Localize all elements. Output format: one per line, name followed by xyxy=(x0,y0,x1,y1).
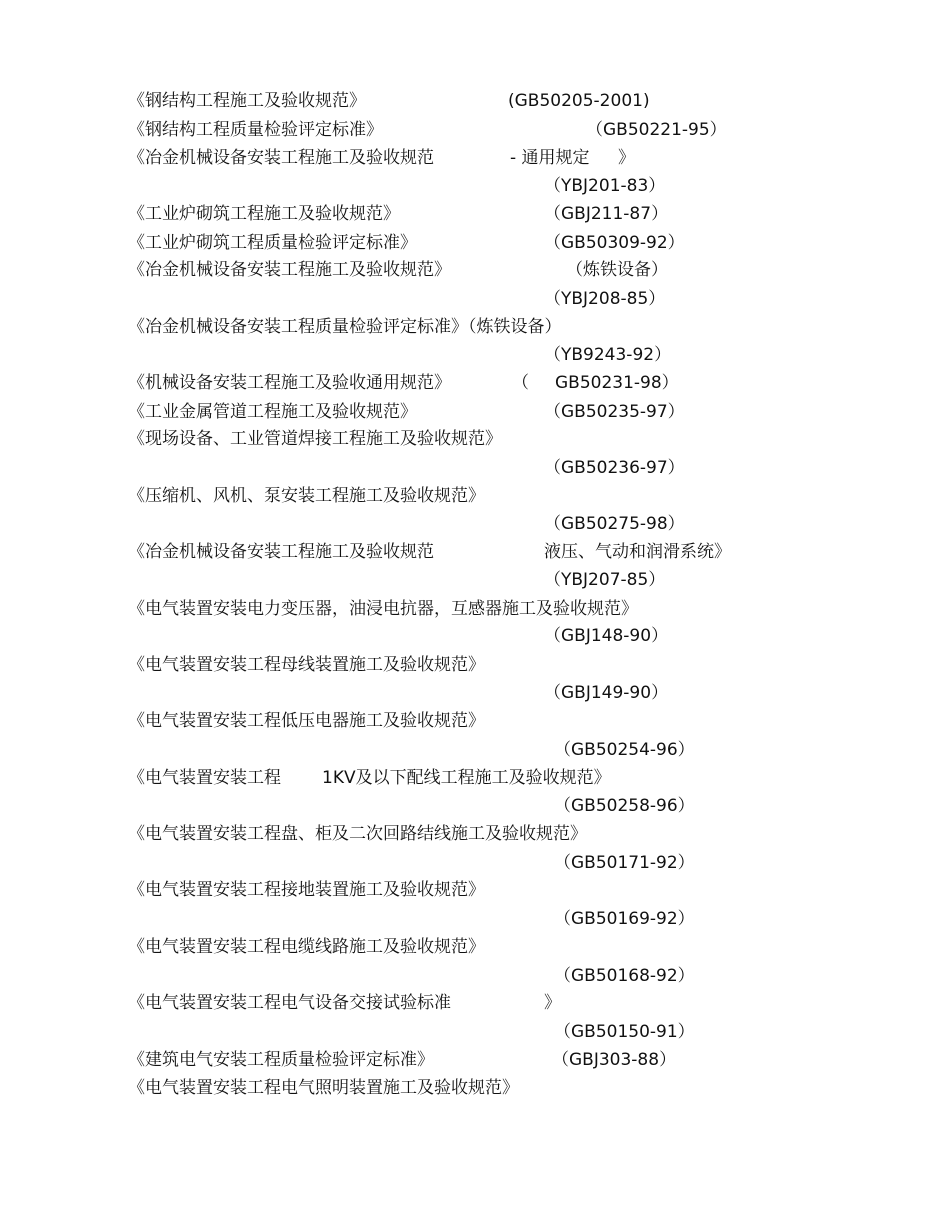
standard-line xyxy=(0,229,950,257)
standard-title: 《压缩机、风机、泵安装工程施工及验收规范》 xyxy=(128,486,485,506)
standard-title: 《钢结构工程质量检验评定标准》 xyxy=(128,120,383,140)
standard-line xyxy=(0,398,950,426)
standard-title: 《冶金机械设备安装工程施工及验收规范 xyxy=(128,148,434,168)
standard-title: 《冶金机械设备安装工程施工及验收规范》 xyxy=(128,260,451,280)
standard-line xyxy=(0,144,950,172)
standard-title: 《电气装置安装工程低压电器施工及验收规范》 xyxy=(128,711,485,731)
standard-code-line xyxy=(0,679,950,707)
standard-line xyxy=(0,764,950,792)
standard-code: GB50231-98） xyxy=(555,373,679,393)
standard-subtitle: - 通用规定 xyxy=(510,148,590,168)
standard-title: 《电气装置安装工程电气照明装置施工及验收规范》 xyxy=(128,1078,519,1098)
standard-title: 《电气装置安装工程电气设备交接试验标准 xyxy=(128,993,451,1013)
standard-line xyxy=(0,313,950,341)
standard-code: （GB50309-92） xyxy=(544,233,685,253)
standard-line xyxy=(0,707,950,735)
standard-title: 《电气装置安装电力变压器，油浸电抗器，互感器施工及验收规范》 xyxy=(128,599,638,619)
standard-code: （GB50221-95） xyxy=(586,120,727,140)
standard-code: （YBJ208-85） xyxy=(544,289,666,309)
closing-bracket: 》 xyxy=(618,148,635,168)
standard-code: （YBJ201-83） xyxy=(544,176,666,196)
standard-line xyxy=(0,876,950,904)
standard-code: （GBJ149-90） xyxy=(544,683,669,703)
standard-code-line xyxy=(0,285,950,313)
standard-code: （GB50275-98） xyxy=(544,514,685,534)
standard-title: 《电气装置安装工程 xyxy=(128,768,281,788)
standard-line xyxy=(0,820,950,848)
standard-line xyxy=(0,1046,950,1074)
standard-code: （GBJ148-90） xyxy=(544,626,669,646)
standard-code: （GB50171-92） xyxy=(554,853,695,873)
standard-title: 《工业金属管道工程施工及验收规范》 xyxy=(128,402,417,422)
standard-code-line xyxy=(0,1018,950,1046)
standard-code-line xyxy=(0,905,950,933)
standard-title: 《建筑电气安装工程质量检验评定标准》 xyxy=(128,1050,434,1070)
standard-code: （GB50150-91） xyxy=(554,1022,695,1042)
standard-title: 《电气装置安装工程电缆线路施工及验收规范》 xyxy=(128,937,485,957)
standard-title: 《电气装置安装工程母线装置施工及验收规范》 xyxy=(128,655,485,675)
standard-code: （YBJ207-85） xyxy=(544,570,666,590)
standard-line xyxy=(0,369,950,397)
standard-title: 《钢结构工程施工及验收规范》 xyxy=(128,91,366,111)
standard-code-line xyxy=(0,792,950,820)
standard-code: （GB50169-92） xyxy=(554,909,695,929)
standard-line xyxy=(0,538,950,566)
standard-title: 《冶金机械设备安装工程施工及验收规范 xyxy=(128,542,434,562)
standard-title: 《冶金机械设备安装工程质量检验评定标准》（炼铁设备） xyxy=(128,317,562,337)
standard-code: （GB50168-92） xyxy=(554,966,695,986)
standard-line xyxy=(0,425,950,453)
standard-code: （GB50235-97） xyxy=(544,402,685,422)
standard-title: 《工业炉砌筑工程质量检验评定标准》 xyxy=(128,233,417,253)
standard-title: 《机械设备安装工程施工及验收通用规范》 xyxy=(128,373,451,393)
standard-title: 《现场设备、工业管道焊接工程施工及验收规范》 xyxy=(128,429,502,449)
standard-line xyxy=(0,200,950,228)
standard-line xyxy=(0,482,950,510)
standard-line xyxy=(0,595,950,623)
standard-line xyxy=(0,116,950,144)
standard-code-line xyxy=(0,341,950,369)
standard-code: (GB50205-2001) xyxy=(508,91,650,111)
standard-code-line xyxy=(0,962,950,990)
standard-code-line xyxy=(0,566,950,594)
standard-code-line xyxy=(0,736,950,764)
standard-line xyxy=(0,256,950,284)
opening-bracket: （ xyxy=(512,373,529,393)
standard-title: 《电气装置安装工程接地装置施工及验收规范》 xyxy=(128,880,485,900)
standard-title: 《电气装置安装工程盘、柜及二次回路结线施工及验收规范》 xyxy=(128,824,587,844)
standard-code-line xyxy=(0,622,950,650)
standard-code: （GB50258-96） xyxy=(554,796,695,816)
standard-code-line xyxy=(0,454,950,482)
standard-title-cont: 1KV及以下配线工程施工及验收规范》 xyxy=(322,768,611,788)
standard-code: （GB50236-97） xyxy=(544,458,685,478)
standard-subtitle: 液压、气动和润滑系统》 xyxy=(544,542,731,562)
standard-line xyxy=(0,933,950,961)
standard-subtitle: （炼铁设备） xyxy=(566,260,668,280)
closing-bracket: 》 xyxy=(544,993,561,1013)
standard-line xyxy=(0,651,950,679)
standard-code-line xyxy=(0,172,950,200)
standard-code-line xyxy=(0,510,950,538)
standard-code: （GBJ303-88） xyxy=(552,1050,677,1070)
standard-code-line xyxy=(0,849,950,877)
standard-code: （YB9243-92） xyxy=(544,345,672,365)
standard-line xyxy=(0,87,950,115)
standard-code: （GBJ211-87） xyxy=(544,204,669,224)
standard-line xyxy=(0,1074,950,1102)
standard-code: （GB50254-96） xyxy=(554,740,695,760)
standard-title: 《工业炉砌筑工程施工及验收规范》 xyxy=(128,204,400,224)
standard-line xyxy=(0,989,950,1017)
